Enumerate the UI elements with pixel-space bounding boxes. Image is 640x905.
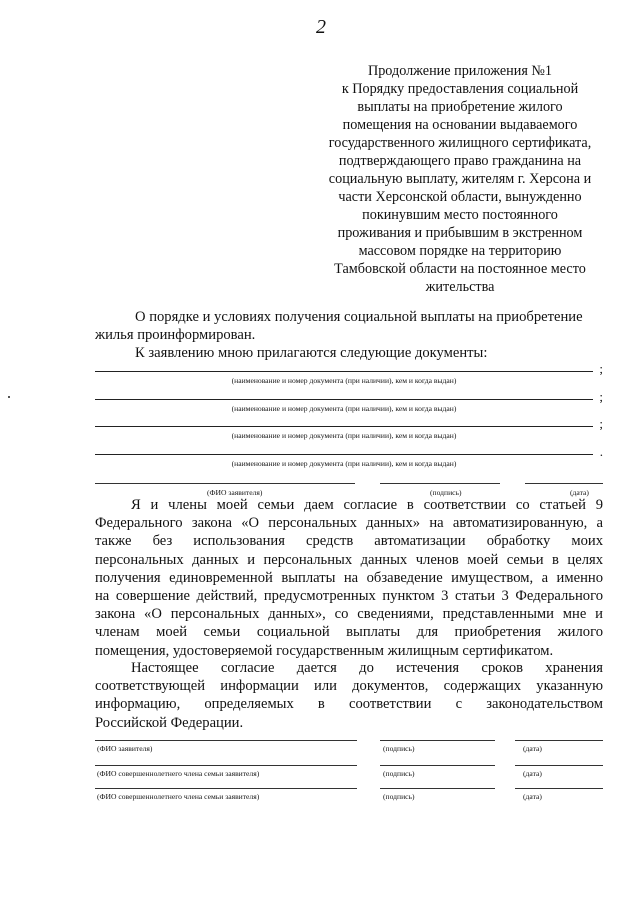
fio-caption: (ФИО совершеннолетнего члена семьи заявителя) [97, 792, 260, 801]
signature-row-applicant [95, 740, 603, 764]
document-field[interactable] [95, 416, 603, 452]
header-line: части Херсонской области, вынужденно [338, 189, 582, 205]
fio-line[interactable] [95, 740, 357, 741]
document-caption: (наименование и номер документа (при наличии), кем и когда выдан) [231, 404, 457, 413]
scan-speck [8, 396, 10, 398]
signature-row-family-member [95, 765, 603, 789]
header-line: проживания и прибывшим в экстренном [337, 225, 583, 241]
applicant-date-line[interactable] [525, 483, 603, 484]
duration-line: Настоящее согласие дается до истечения сроков хранения [131, 660, 603, 676]
document-caption: (наименование и номер документа (при наличии), кем и когда выдан) [231, 459, 457, 468]
info-line: жилья проинформирован. [95, 327, 256, 344]
duration-line: соответствующей информации или документов, содержащих указанную [95, 678, 603, 695]
header-line: к Порядку предоставления социальной [341, 81, 579, 97]
duration-paragraph [95, 659, 603, 732]
consent-line: членам моей семьи социальной выплаты для приобретения жилого [95, 624, 603, 641]
header-line: помещения на основании выдаваемого [342, 117, 578, 133]
fio-caption: (ФИО совершеннолетнего члена семьи заявителя) [97, 769, 260, 778]
document-terminator: . [599, 444, 603, 459]
attachments-intro [95, 344, 603, 362]
date-line[interactable] [515, 740, 603, 741]
header-line: Продолжение приложения №1 [367, 63, 553, 79]
signature-caption: (подпись) [383, 744, 415, 753]
header-line: Тамбовской области на постоянное место [334, 261, 586, 277]
document-field[interactable] [95, 389, 603, 425]
date-caption: (дата) [523, 744, 542, 753]
document-terminator: ; [599, 416, 603, 431]
document-line [95, 426, 593, 427]
duration-line: информацию, определяемых в соответствии с законодательством [95, 696, 603, 713]
signature-row-family-member [95, 788, 603, 812]
consent-line: Я и члены моей семьи даем согласие в соответствии со статьей 9 [131, 497, 603, 513]
document-terminator: ; [599, 361, 603, 376]
consent-line: персональных данных и персональных данных членов моей семьи в целях [95, 551, 603, 568]
document-line [95, 454, 593, 455]
header-line: покинувшим место постоянного [362, 207, 558, 223]
document-line [95, 399, 593, 400]
header-line: выплаты на приобретение жилого [357, 99, 563, 115]
document-caption: (наименование и номер документа (при наличии), кем и когда выдан) [231, 431, 457, 440]
document-line [95, 371, 593, 372]
attachments-intro-text: К заявлению мною прилагаются следующие документы: [135, 345, 488, 361]
signature-caption: (подпись) [383, 769, 415, 778]
duration-line: Российской Федерации. [95, 714, 244, 731]
fio-line[interactable] [95, 765, 357, 766]
signature-line[interactable] [380, 765, 495, 766]
signature-caption: (подпись) [383, 792, 415, 801]
consent-line: на совершение действий, предусмотренных пунктом 3 статьи 3 Федерального [95, 588, 603, 605]
applicant-signature-line[interactable] [380, 483, 500, 484]
document-field[interactable] [95, 444, 603, 480]
signature-line[interactable] [380, 788, 495, 789]
header-line: жительства [425, 279, 495, 295]
date-caption: (дата) [523, 769, 542, 778]
consent-line: закона «О персональных данных», со сведениями, представленными мне и [95, 606, 603, 623]
consent-line: также без использования средств автоматизации обработку моих [95, 533, 603, 550]
page-number: 2 [316, 16, 326, 38]
consent-line: Федерального закона «О персональных данных» на автоматизированную, а [95, 515, 603, 532]
header-line: подтверждающего право гражданина на [338, 153, 582, 169]
document-terminator: ; [599, 389, 603, 404]
consent-line: получения единовременной выплаты на обзаведение имуществом, а именно [95, 569, 603, 586]
date-caption: (дата) [523, 792, 542, 801]
applicant-fio-caption: (ФИО заявителя) [207, 488, 263, 497]
consent-line: помещения, удостоверяемой государственным жилищным сертификатом. [95, 642, 554, 659]
applicant-date-caption: (дата) [570, 488, 589, 497]
applicant-fio-line[interactable] [95, 483, 355, 484]
document-field[interactable] [95, 361, 603, 397]
document-caption: (наименование и номер документа (при наличии), кем и когда выдан) [231, 376, 457, 385]
header-line: массовом порядке на территорию [358, 243, 562, 259]
consent-paragraph [95, 496, 603, 660]
info-paragraph [95, 308, 603, 345]
fio-caption: (ФИО заявителя) [97, 744, 153, 753]
date-line[interactable] [515, 765, 603, 766]
signature-line[interactable] [380, 740, 495, 741]
applicant-signature-caption: (подпись) [430, 488, 462, 497]
appendix-header [300, 62, 620, 296]
info-line: О порядке и условиях получения социальной выплаты на приобретение [135, 309, 583, 325]
header-line: государственного жилищного сертификата, [328, 135, 592, 151]
date-line[interactable] [515, 788, 603, 789]
fio-line[interactable] [95, 788, 357, 789]
header-line: социальную выплату, жителям г. Херсона и [328, 171, 592, 187]
